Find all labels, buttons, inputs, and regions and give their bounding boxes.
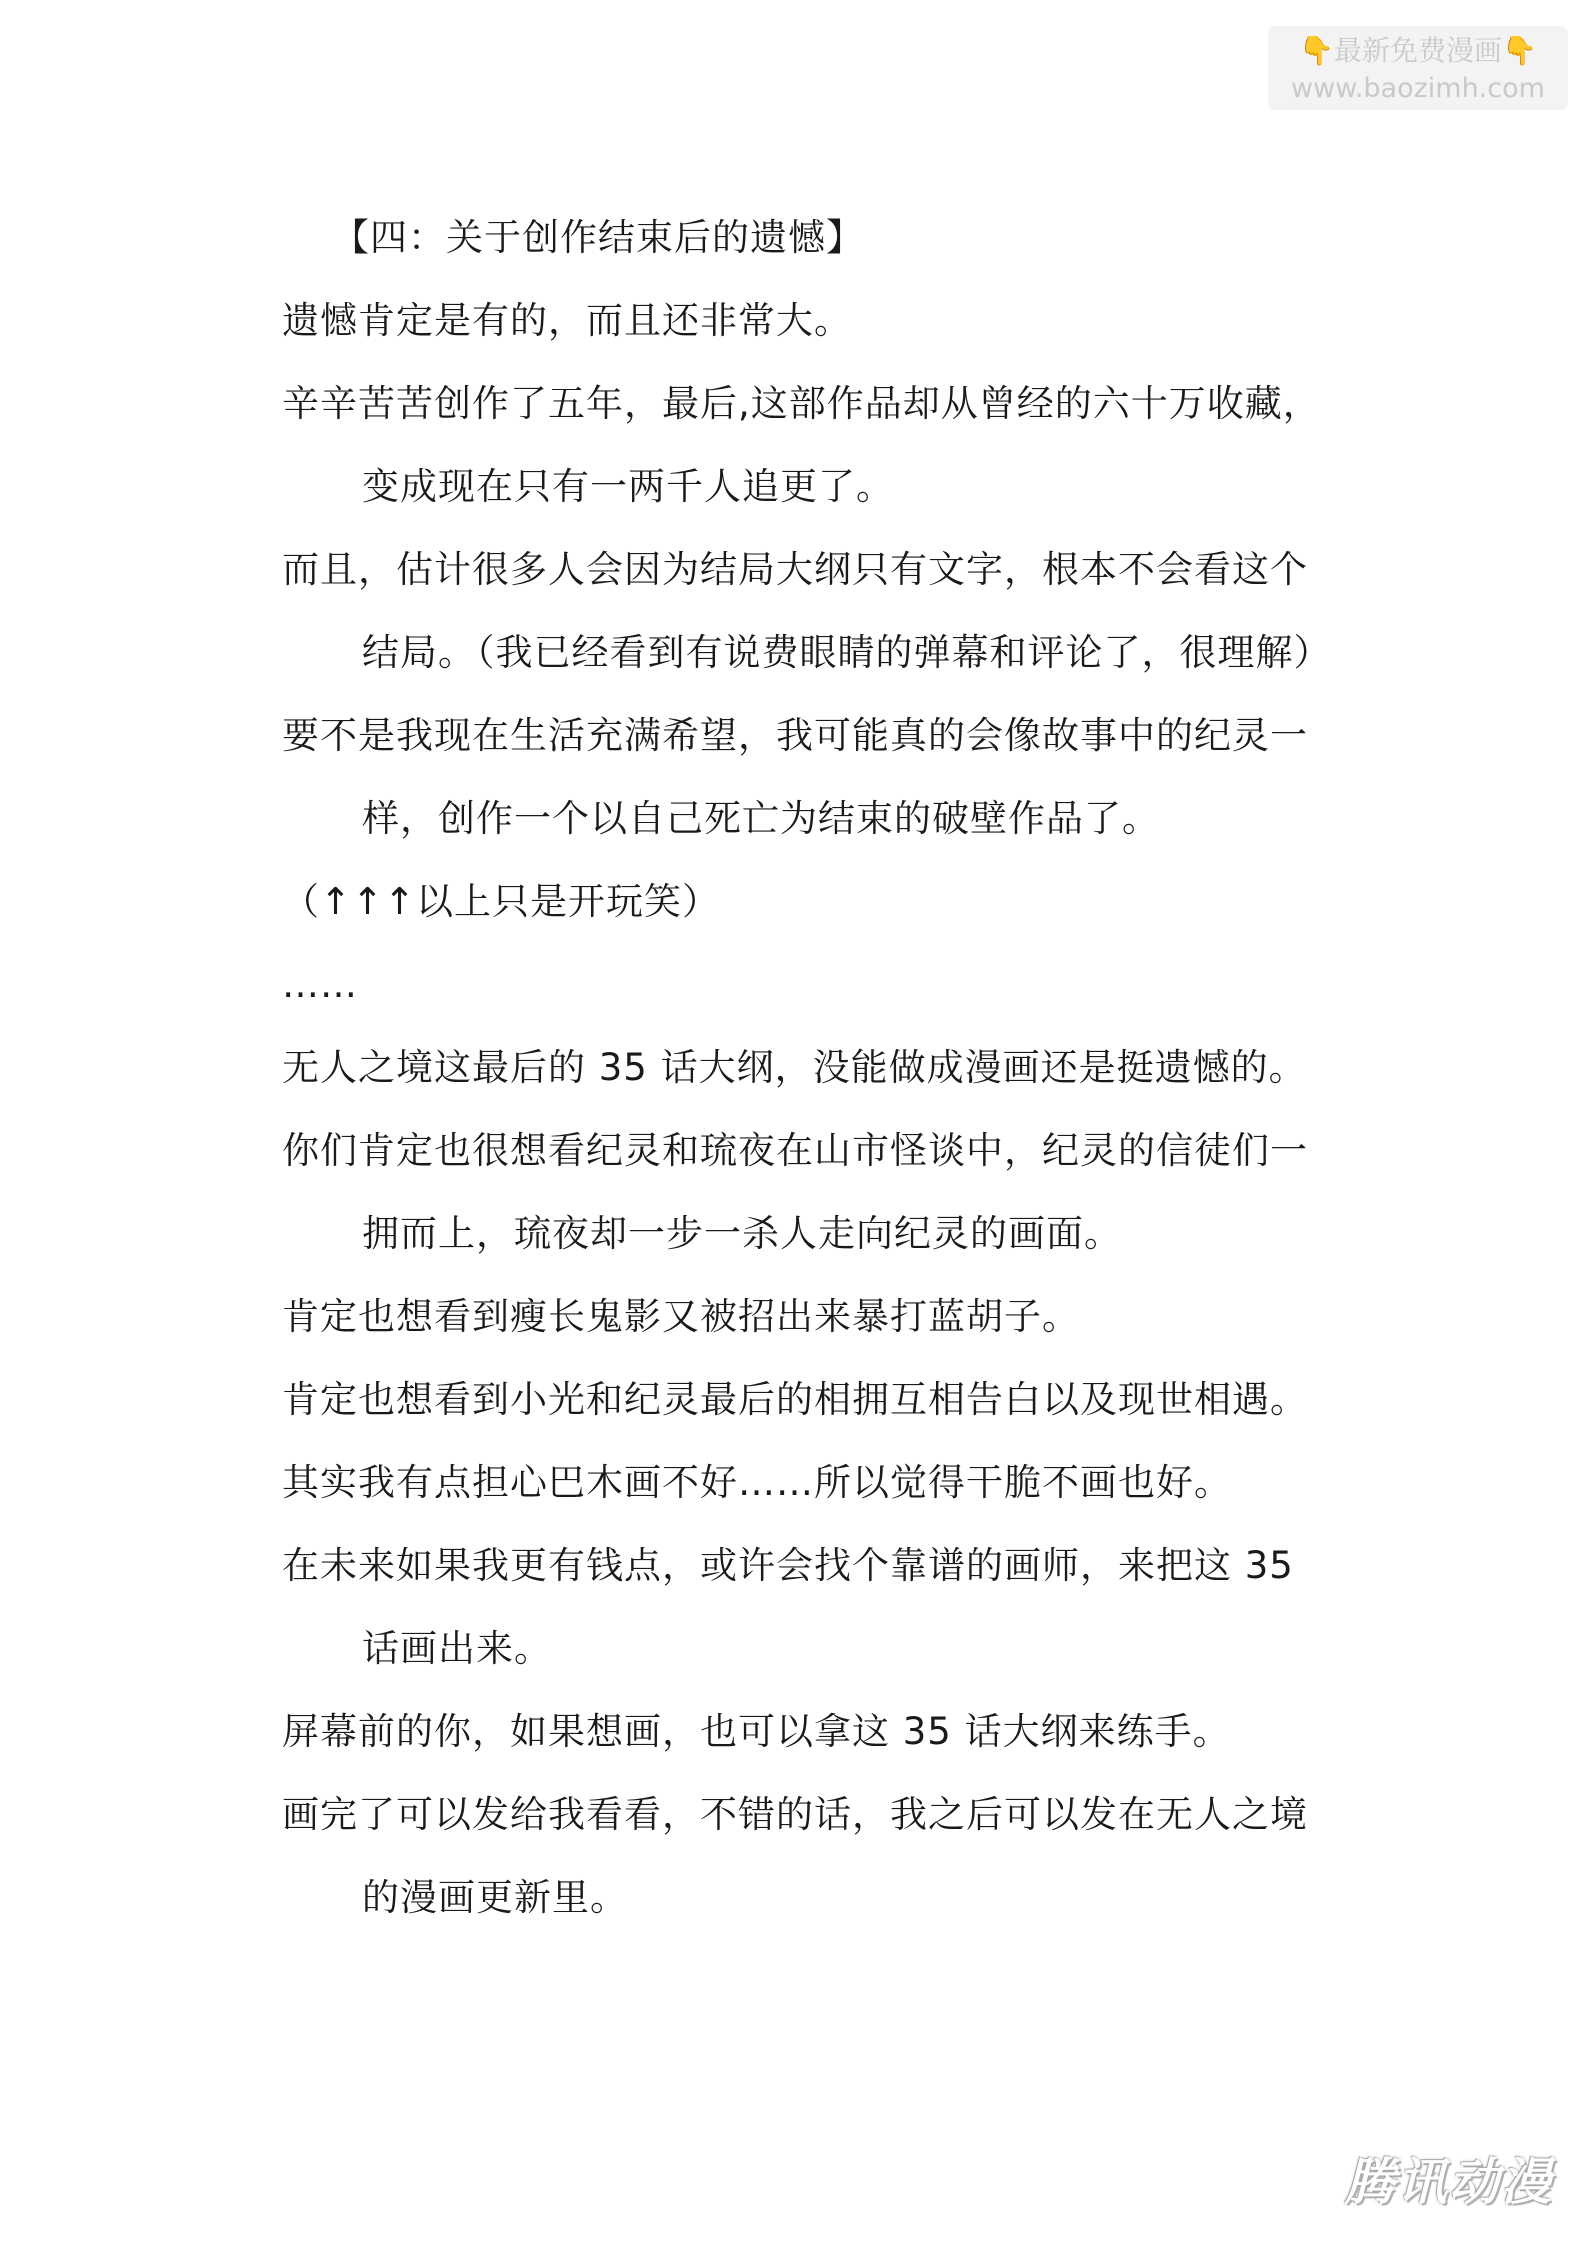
paragraph-line: 画完了可以发给我看看，不错的话，我之后可以发在无人之境 <box>282 1793 1308 1836</box>
paragraph-line: 而且，估计很多人会因为结局大纲只有文字，根本不会看这个 <box>282 548 1308 591</box>
paragraph-line: 样，创作一个以自己死亡为结束的破壁作品了。 <box>362 797 1160 840</box>
paragraph-line: 话画出来。 <box>362 1627 552 1670</box>
watermark-line1 <box>1268 30 1568 72</box>
paragraph-line: 肯定也想看到小光和纪灵最后的相拥互相告白以及现世相遇。 <box>282 1378 1308 1421</box>
document-body <box>282 196 1392 1939</box>
paragraph-line: 遗憾肯定是有的，而且还非常大。 <box>282 299 852 342</box>
paragraph-line: 的漫画更新里。 <box>362 1876 628 1919</box>
section-heading: 【四：关于创作结束后的遗憾】 <box>332 216 864 259</box>
pointing-down-icon: 👇 <box>1299 34 1334 67</box>
watermark-url: www.baozimh.com <box>1291 73 1545 104</box>
paragraph-line: 要不是我现在生活充满希望，我可能真的会像故事中的纪灵一 <box>282 714 1308 757</box>
paragraph-line: 无人之境这最后的 35 话大纲，没能做成漫画还是挺遗憾的。 <box>282 1046 1307 1089</box>
paragraph-line: 拥而上，琉夜却一步一杀人走向纪灵的画面。 <box>362 1212 1122 1255</box>
pointing-down-icon: 👇 <box>1502 34 1537 67</box>
paragraph-line: 在未来如果我更有钱点，或许会找个靠谱的画师，来把这 35 <box>282 1544 1294 1587</box>
watermark-text: 最新免费漫画 <box>1333 34 1502 67</box>
watermark-baozimh <box>1268 26 1568 110</box>
paragraph-line: （↑↑↑以上只是开玩笑） <box>282 880 721 923</box>
paragraph-line: 辛辛苦苦创作了五年，最后,这部作品却从曾经的六十万收藏， <box>282 382 1321 425</box>
paragraph-line: …… <box>282 963 358 1006</box>
paragraph-line: 其实我有点担心巴木画不好……所以觉得干脆不画也好。 <box>282 1461 1232 1504</box>
paragraph-line: 你们肯定也很想看纪灵和琉夜在山市怪谈中，纪灵的信徒们一 <box>282 1129 1308 1172</box>
paragraph-line: 结局。（我已经看到有说费眼睛的弹幕和评论了，很理解） <box>362 631 1332 674</box>
paragraph-line: 变成现在只有一两千人追更了。 <box>362 465 894 508</box>
paragraph-line: 肯定也想看到瘦长鬼影又被招出来暴打蓝胡子。 <box>282 1295 1080 1338</box>
paragraph-line: 屏幕前的你，如果想画，也可以拿这 35 话大纲来练手。 <box>282 1710 1231 1753</box>
watermark-tencent-comics: 腾讯动漫 <box>1345 2153 1553 2211</box>
